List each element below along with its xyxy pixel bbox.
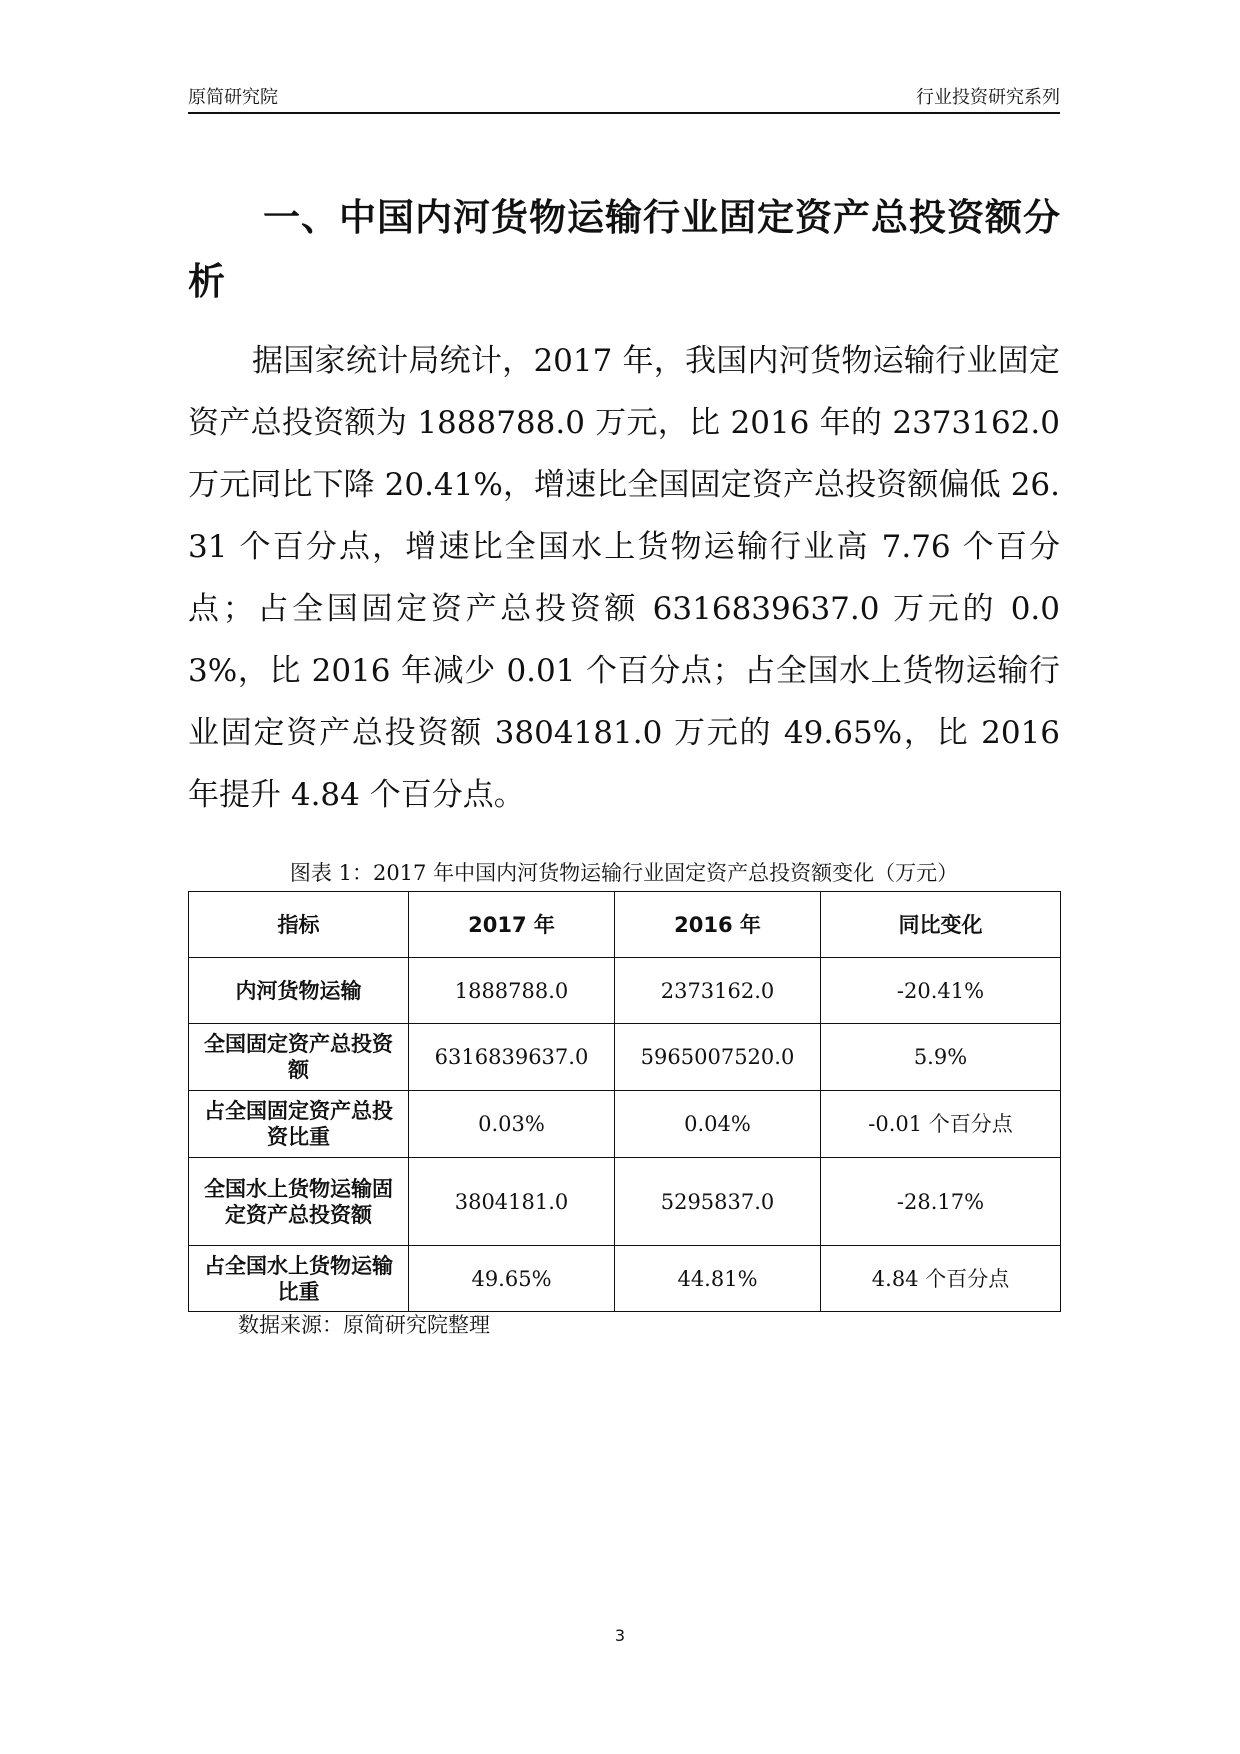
table-cell: 5.9% — [821, 1024, 1061, 1091]
row-label: 占全国固定资产总投资比重 — [189, 1091, 409, 1158]
table-header-row — [189, 892, 1061, 958]
header-series-name: 行业投资研究系列 — [916, 87, 1060, 108]
table-cell: 6316839637.0 — [409, 1024, 615, 1091]
column-header: 同比变化 — [821, 892, 1061, 958]
body-paragraph: 据国家统计局统计，2017 年，我国内河货物运输行业固定资产总投资额为 1888788.0 万元，比 2016 年的 2373162.0 万元同比下降 20.41%，增速比全国固定资产总投资额偏低 26.31 个百分点，增速比全国水上货物运输行业高 7.76 个百分点；占全国固定资产总投资额 6316839637.0 万元的 0.03%，比 2016 年减少 0.01 个百分点；占全国水上货物运输行业固定资产总投资额 3804181.0 万元的 49.65%，比 2016 年提升 4.84 个百分点。 — [188, 343, 1060, 813]
data-table — [188, 891, 1061, 1312]
table-cell: -0.01 个百分点 — [821, 1091, 1061, 1158]
row-label: 全国固定资产总投资额 — [189, 1024, 409, 1091]
table-cell: 4.84 个百分点 — [821, 1246, 1061, 1312]
table-caption: 图表 1：2017 年中国内河货物运输行业固定资产总投资额变化（万元） — [289, 861, 959, 885]
table-row — [189, 1158, 1061, 1246]
table-cell: 3804181.0 — [409, 1158, 615, 1246]
header-org-name: 原简研究院 — [188, 87, 278, 108]
column-header: 指标 — [189, 892, 409, 958]
table-row — [189, 958, 1061, 1024]
table-cell: -20.41% — [821, 958, 1061, 1024]
table-cell: 5965007520.0 — [615, 1024, 821, 1091]
table-row — [189, 1091, 1061, 1158]
table-cell: 49.65% — [409, 1246, 615, 1312]
table-row — [189, 1246, 1061, 1312]
page-header — [188, 88, 1060, 114]
table-cell: -28.17% — [821, 1158, 1061, 1246]
row-label: 占全国水上货物运输比重 — [189, 1246, 409, 1312]
column-header: 2016 年 — [615, 892, 821, 958]
section-heading: 一、中国内河货物运输行业固定资产总投资额分析 — [188, 196, 1060, 303]
table-cell: 2373162.0 — [615, 958, 821, 1024]
data-source-note: 数据来源：原简研究院整理 — [238, 1313, 490, 1337]
table-cell: 0.04% — [615, 1091, 821, 1158]
table-cell: 5295837.0 — [615, 1158, 821, 1246]
table-cell: 44.81% — [615, 1246, 821, 1312]
page-number: 3 — [614, 1626, 626, 1645]
table-row — [189, 1024, 1061, 1091]
table-cell: 1888788.0 — [409, 958, 615, 1024]
table-cell: 0.03% — [409, 1091, 615, 1158]
row-label: 内河货物运输 — [189, 958, 409, 1024]
row-label: 全国水上货物运输固定资产总投资额 — [189, 1158, 409, 1246]
column-header: 2017 年 — [409, 892, 615, 958]
